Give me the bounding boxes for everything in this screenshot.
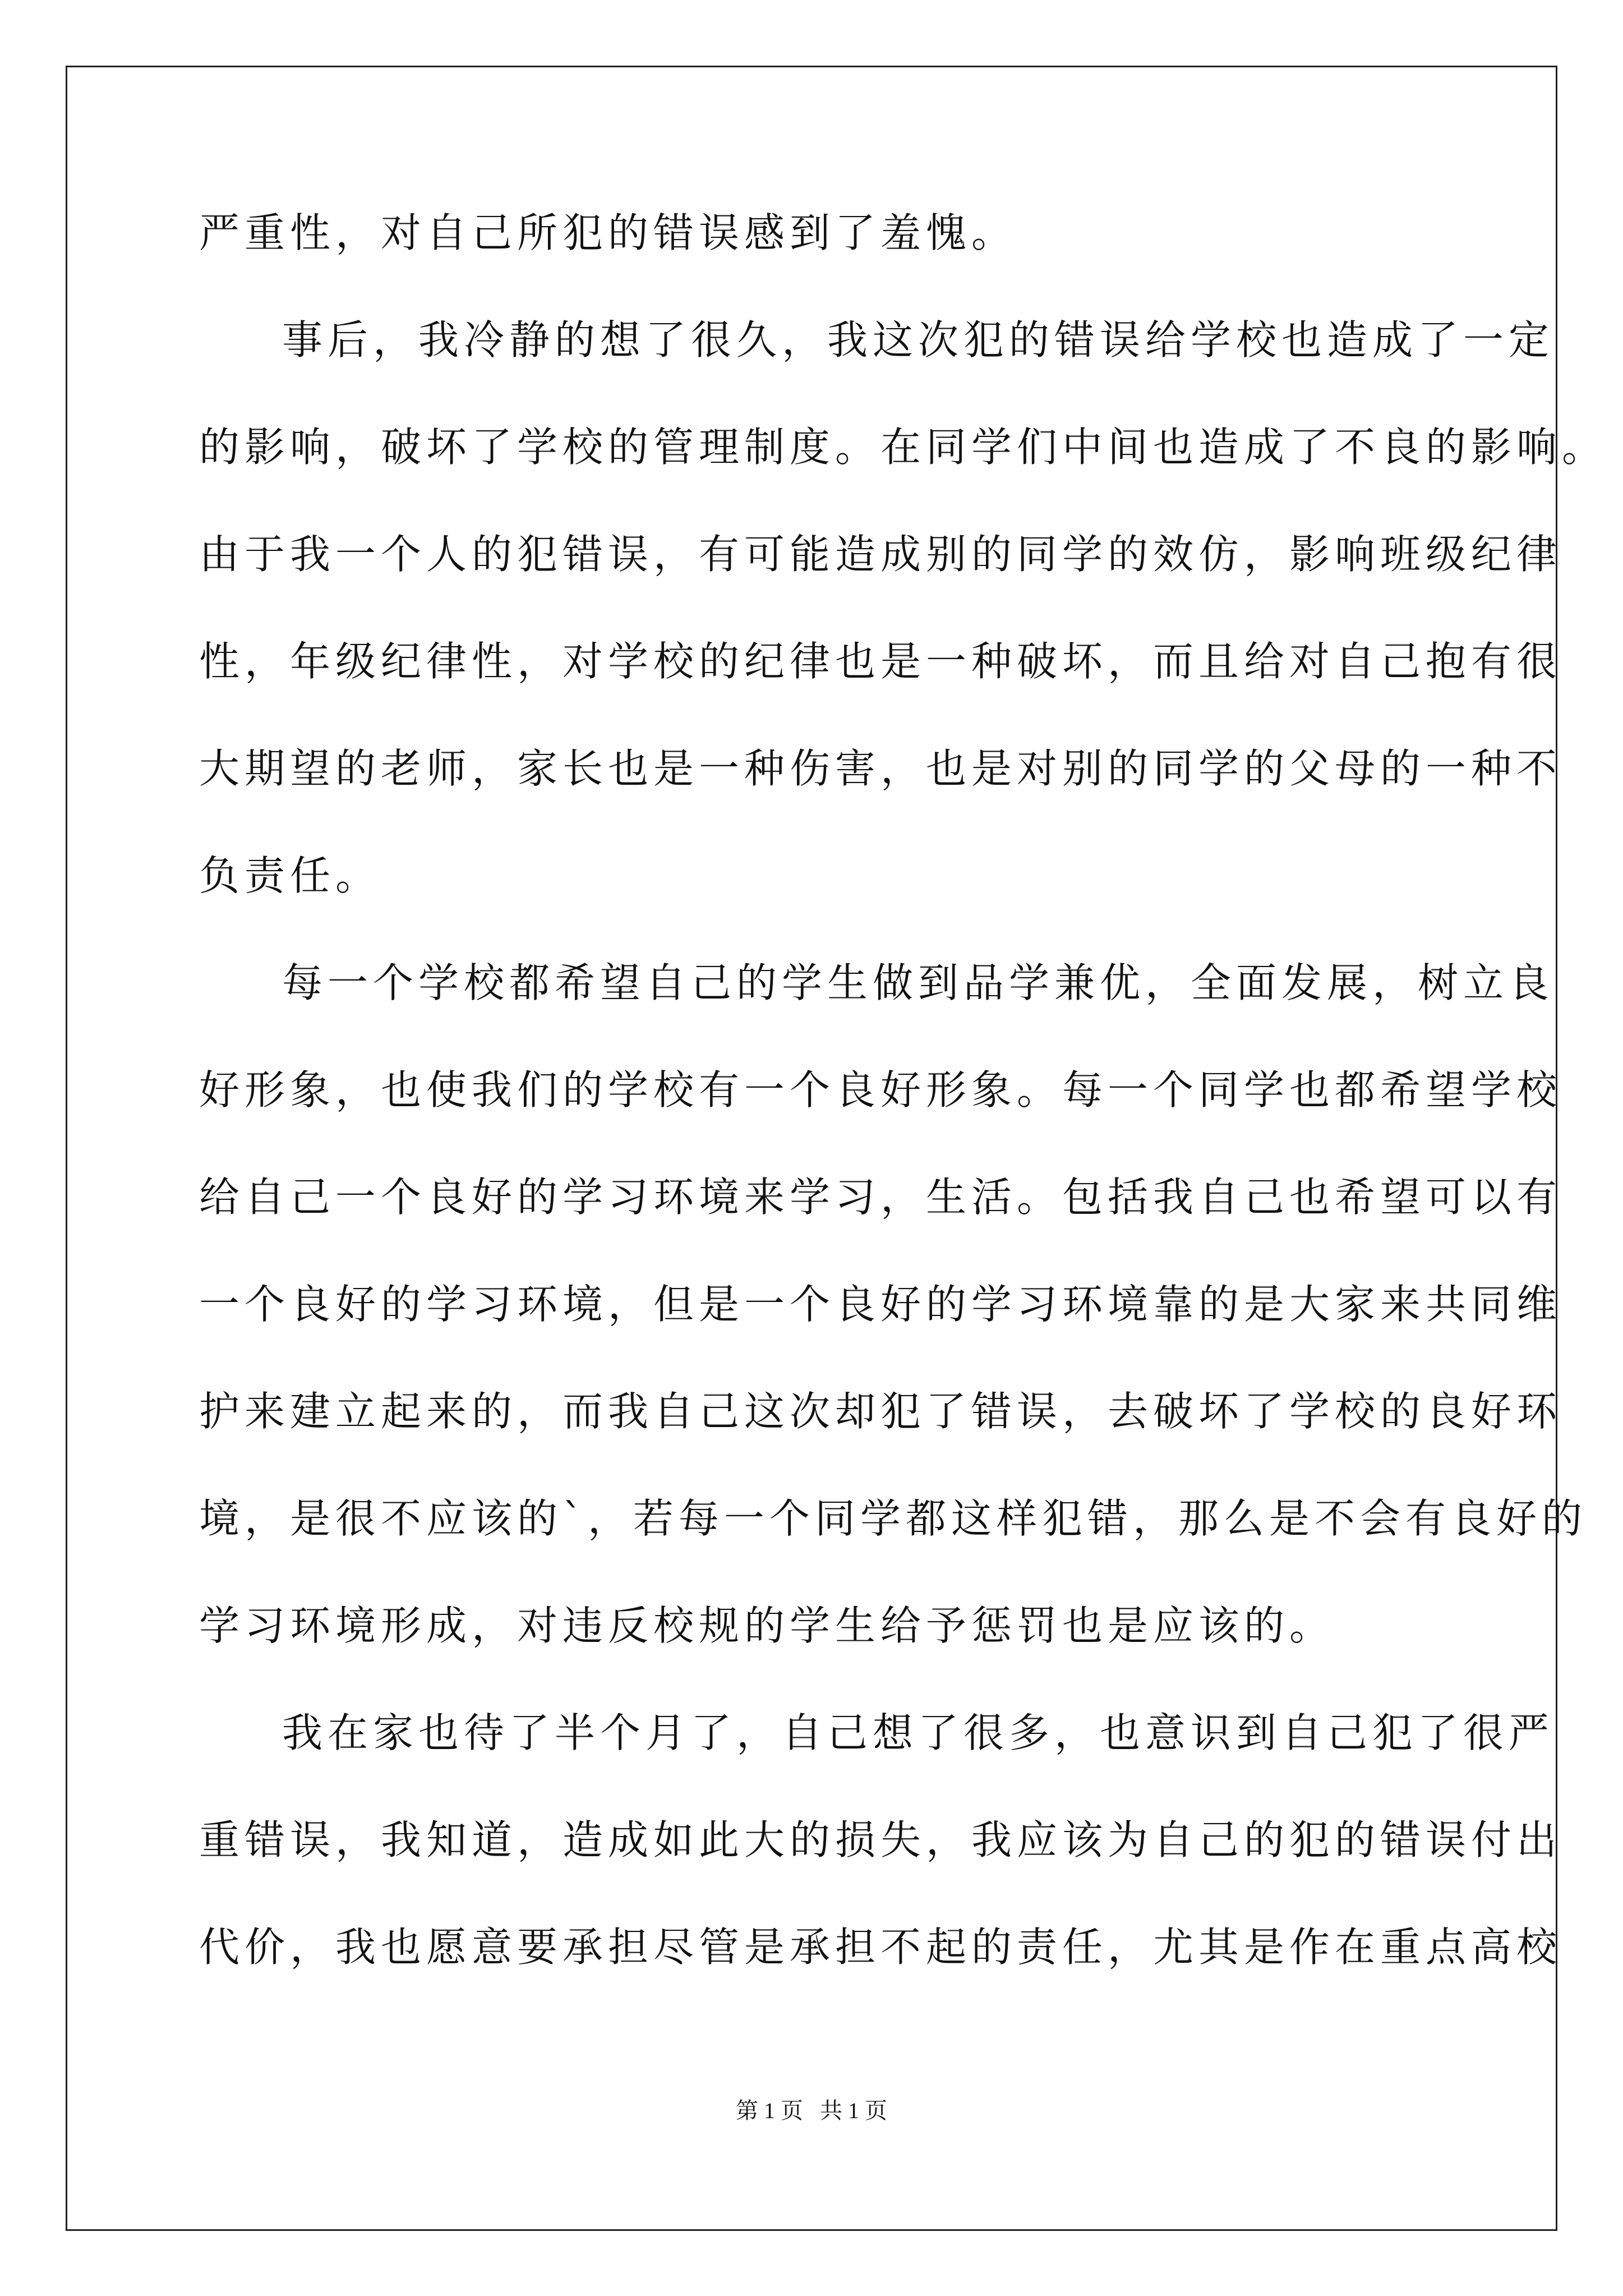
body-line-2: 事后，我冷静的想了很久，我这次犯的错误给学校也造成了一定 xyxy=(282,316,1555,364)
body-line-4: 由于我一个人的犯错误，有可能造成别的同学的效仿，影响班级纪律 xyxy=(199,531,1562,578)
body-line-12: 护来建立起来的，而我自己这次却犯了错误，去破坏了学校的良好环 xyxy=(199,1388,1562,1435)
body-line-14: 学习环境形成，对违反校规的学生给予惩罚也是应该的。 xyxy=(199,1602,1335,1649)
body-line-9: 好形象，也使我们的学校有一个良好形象。每一个同学也都希望学校 xyxy=(199,1066,1562,1114)
page-number: 第 1 页 xyxy=(736,2098,803,2123)
page-footer xyxy=(0,2097,1623,2125)
body-line-11: 一个良好的学习环境，但是一个良好的学习环境靠的是大家来共同维 xyxy=(199,1281,1562,1328)
body-line-6: 大期望的老师，家长也是一种伤害，也是对别的同学的父母的一种不 xyxy=(199,745,1562,792)
body-line-13: 境，是很不应该的`，若每一个同学都这样犯错，那么是不会有良好的 xyxy=(199,1495,1588,1542)
body-line-17: 代价，我也愿意要承担尽管是承担不起的责任，尤其是作在重点高校 xyxy=(199,1924,1562,1971)
body-line-3: 的影响，破坏了学校的管理制度。在同学们中间也造成了不良的影响。 xyxy=(199,424,1608,471)
body-line-16: 重错误，我知道，造成如此大的损失，我应该为自己的犯的错误付出 xyxy=(199,1816,1562,1864)
body-line-7: 负责任。 xyxy=(199,852,381,899)
body-line-8: 每一个学校都希望自己的学生做到品学兼优，全面发展，树立良 xyxy=(282,959,1555,1006)
document-body xyxy=(199,205,1608,2026)
body-line-1: 严重性，对自己所犯的错误感到了羞愧。 xyxy=(199,209,1017,256)
body-line-5: 性，年级纪律性，对学校的纪律也是一种破坏，而且给对自己抱有很 xyxy=(199,638,1562,685)
body-line-10: 给自己一个良好的学习环境来学习，生活。包括我自己也希望可以有 xyxy=(199,1174,1562,1221)
body-line-15: 我在家也待了半个月了，自己想了很多，也意识到自己犯了很严 xyxy=(282,1709,1555,1756)
page-total: 共 1 页 xyxy=(820,2098,887,2123)
